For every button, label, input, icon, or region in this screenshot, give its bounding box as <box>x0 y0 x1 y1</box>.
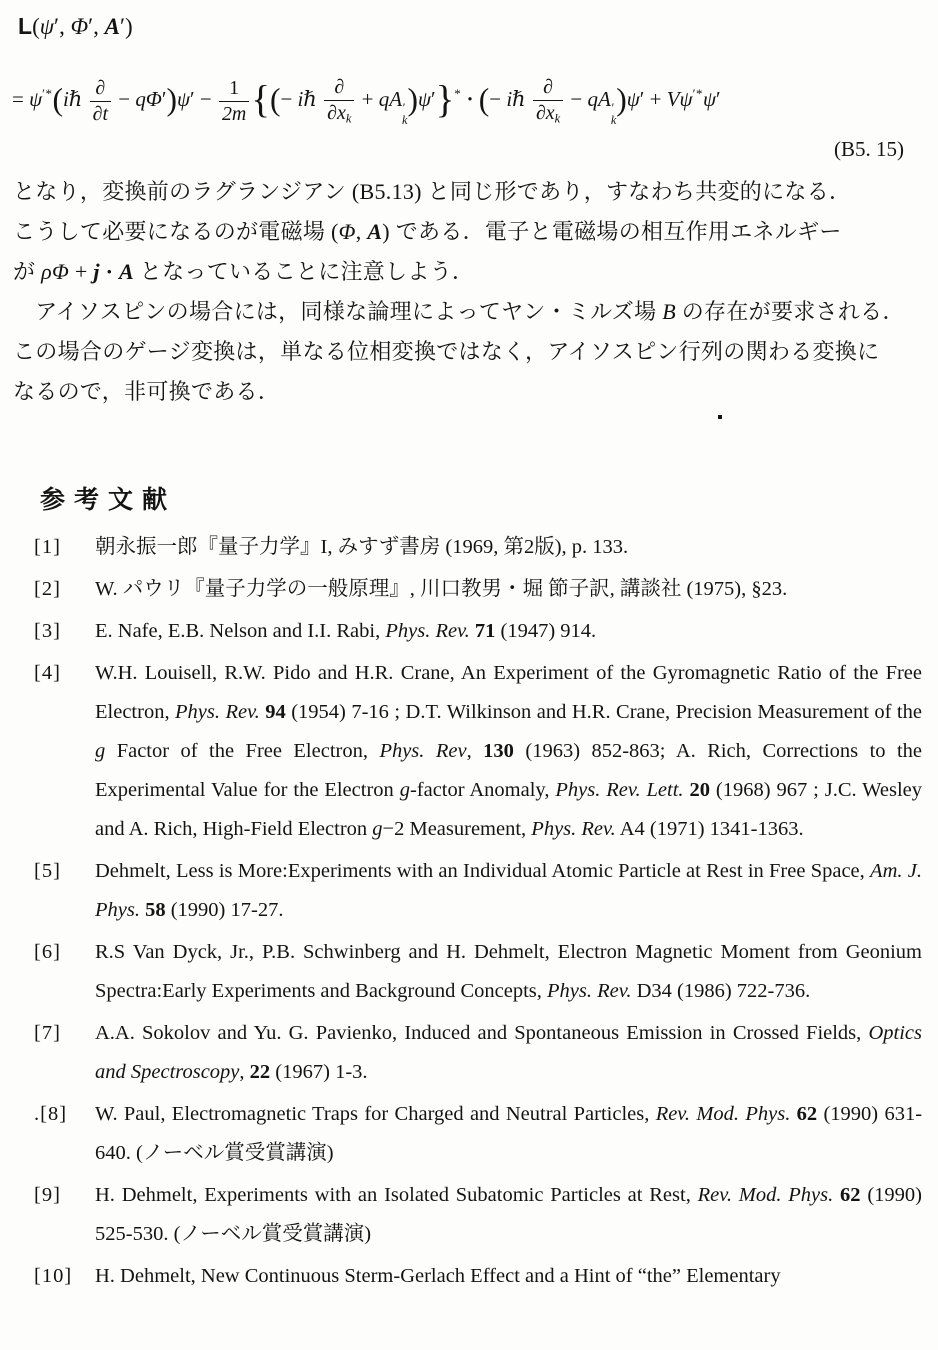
reference-number: [7] <box>34 1022 61 1044</box>
text-line: この場合のゲージ変換は，単なる位相変換ではなく，アイソスピン行列の関わる変換に <box>13 339 880 364</box>
text-line: が ρΦ + j · A となっていることに注意しよう． <box>13 259 475 284</box>
reference-item <box>34 1176 922 1254</box>
reference-number: [10] <box>34 1265 73 1287</box>
text-line: となり，変換前のラグランジアン (B5.13) と同じ形であり，すなわち共変的になる． <box>13 179 852 204</box>
paragraph-gauge-covariance <box>13 172 927 292</box>
reference-text: E. Nafe, E.B. Nelson and I.I. Rabi, Phys. Rev. 71 (1947) 914. <box>95 620 597 642</box>
reference-item <box>34 612 922 651</box>
fraction: $\frac{\partial}{\partial x_k}$ <box>533 76 563 126</box>
reference-text: Dehmelt, Less is More:Experiments with an Individual Atomic Particle at Rest in Free Space, Am. J. Phys. 58 (1990) 17-27. <box>95 860 922 921</box>
equation-number: (B5. 15) <box>834 137 904 161</box>
paragraph-isospin <box>13 292 927 412</box>
reference-item <box>34 1014 922 1092</box>
reference-number: [6] <box>34 941 61 963</box>
reference-number: [4] <box>34 662 61 684</box>
reference-text: W. Paul, Electromagnetic Traps for Charged and Neutral Particles, Rev. Mod. Phys. 62 (1990) 631-640. (ノーベル賞受賞講演) <box>95 1103 923 1164</box>
references-heading: 参考文献 <box>40 487 177 514</box>
references-list <box>34 528 922 1299</box>
reference-text: H. Dehmelt, New Continuous Sterm-Gerlach Effect and a Hint of “the” Elementary <box>95 1265 781 1287</box>
reference-item <box>34 654 922 849</box>
reference-number: [3] <box>34 620 61 642</box>
reference-number: [1] <box>34 536 61 558</box>
reference-item <box>34 528 922 567</box>
reference-number: [2] <box>34 578 61 600</box>
reference-number: [9] <box>34 1184 61 1206</box>
reference-item <box>34 1257 922 1296</box>
reference-item <box>34 933 922 1011</box>
reference-text: W.H. Louisell, R.W. Pido and H.R. Crane, An Experiment of the Gyromagnetic Ratio of the Free Electron, Phys. Rev. 94 (1954) 7-16 ; D.T. Wilkinson and H.R. Crane, Precision Measurement of the g Factor of the Free Electron, Phys. Rev, 130 (1963) 852-863; A. Rich, Corrections to the Experimental Value for the Electron g-factor Anomaly, Phys. Rev. Lett. 20 (1968) 967 ; J.C. Wesley and A. Rich, High-Field Electron g−2 Measurement, Phys. Rev. A4 (1971) 1341-1363. <box>95 662 923 840</box>
reference-item <box>34 852 922 930</box>
lagrangian-lhs: L(ψ′, Φ′, A′) <box>18 13 133 39</box>
reference-text: R.S Van Dyck, Jr., P.B. Schwinberg and H. Dehmelt, Electron Magnetic Moment from Geonium Spectra:Early Experiments and Background Concepts, Phys. Rev. D34 (1986) 722-736. <box>95 941 922 1002</box>
sup-sub-stack: ′ k <box>402 101 408 127</box>
fraction: $\frac{\partial}{\partial t}$ <box>90 77 111 125</box>
reference-text: W. パウリ『量子力学の一般原理』, 川口教男・堀 節子訳, 講談社 (1975), §23. <box>95 578 788 600</box>
text-line: なるので，非可換である． <box>13 379 281 404</box>
print-speck <box>718 415 722 419</box>
text-line: アイソスピンの場合には，同様な論理によってヤン・ミルズ場 B の存在が要求される． <box>13 299 905 324</box>
lagrangian-equation-b5-15: = ψ′*(iℏ $\frac{\partial}{\partial t}$ − qΦ′)ψ′ − $\frac{1}{2m}$ {(− iℏ $\frac{\partial}{\partial x_k}$ + qA ′ k )ψ′}* · (− iℏ $\frac{\partial}{\partial x_k}$ − qA ′ k )ψ′ + Vψ′*ψ′ <box>12 76 721 127</box>
fraction: $\frac{\partial}{\partial x_k}$ <box>324 76 354 126</box>
sup-sub-stack: ′ k <box>610 101 617 127</box>
text-line: こうして必要になるのが電磁場 (Φ, A) である．電子と電磁場の相互作用エネルギー <box>13 219 842 244</box>
reference-item <box>34 1095 922 1173</box>
reference-text: A.A. Sokolov and Yu. G. Pavienko, Induced and Spontaneous Emission in Crossed Fields, Optics and Spectroscopy, 22 (1967) 1-3. <box>95 1022 922 1083</box>
reference-item <box>34 570 922 609</box>
reference-text: H. Dehmelt, Experiments with an Isolated Subatomic Particles at Rest, Rev. Mod. Phys. 62 (1990) 525-530. (ノーベル賞受賞講演) <box>95 1184 923 1245</box>
reference-text: 朝永振一郎『量子力学』I, みすず書房 (1969, 第2版), p. 133. <box>95 536 629 558</box>
reference-number: .[8] <box>34 1103 68 1125</box>
reference-number: [5] <box>34 860 61 882</box>
fraction: $\frac{1}{2m}$ <box>219 77 249 125</box>
